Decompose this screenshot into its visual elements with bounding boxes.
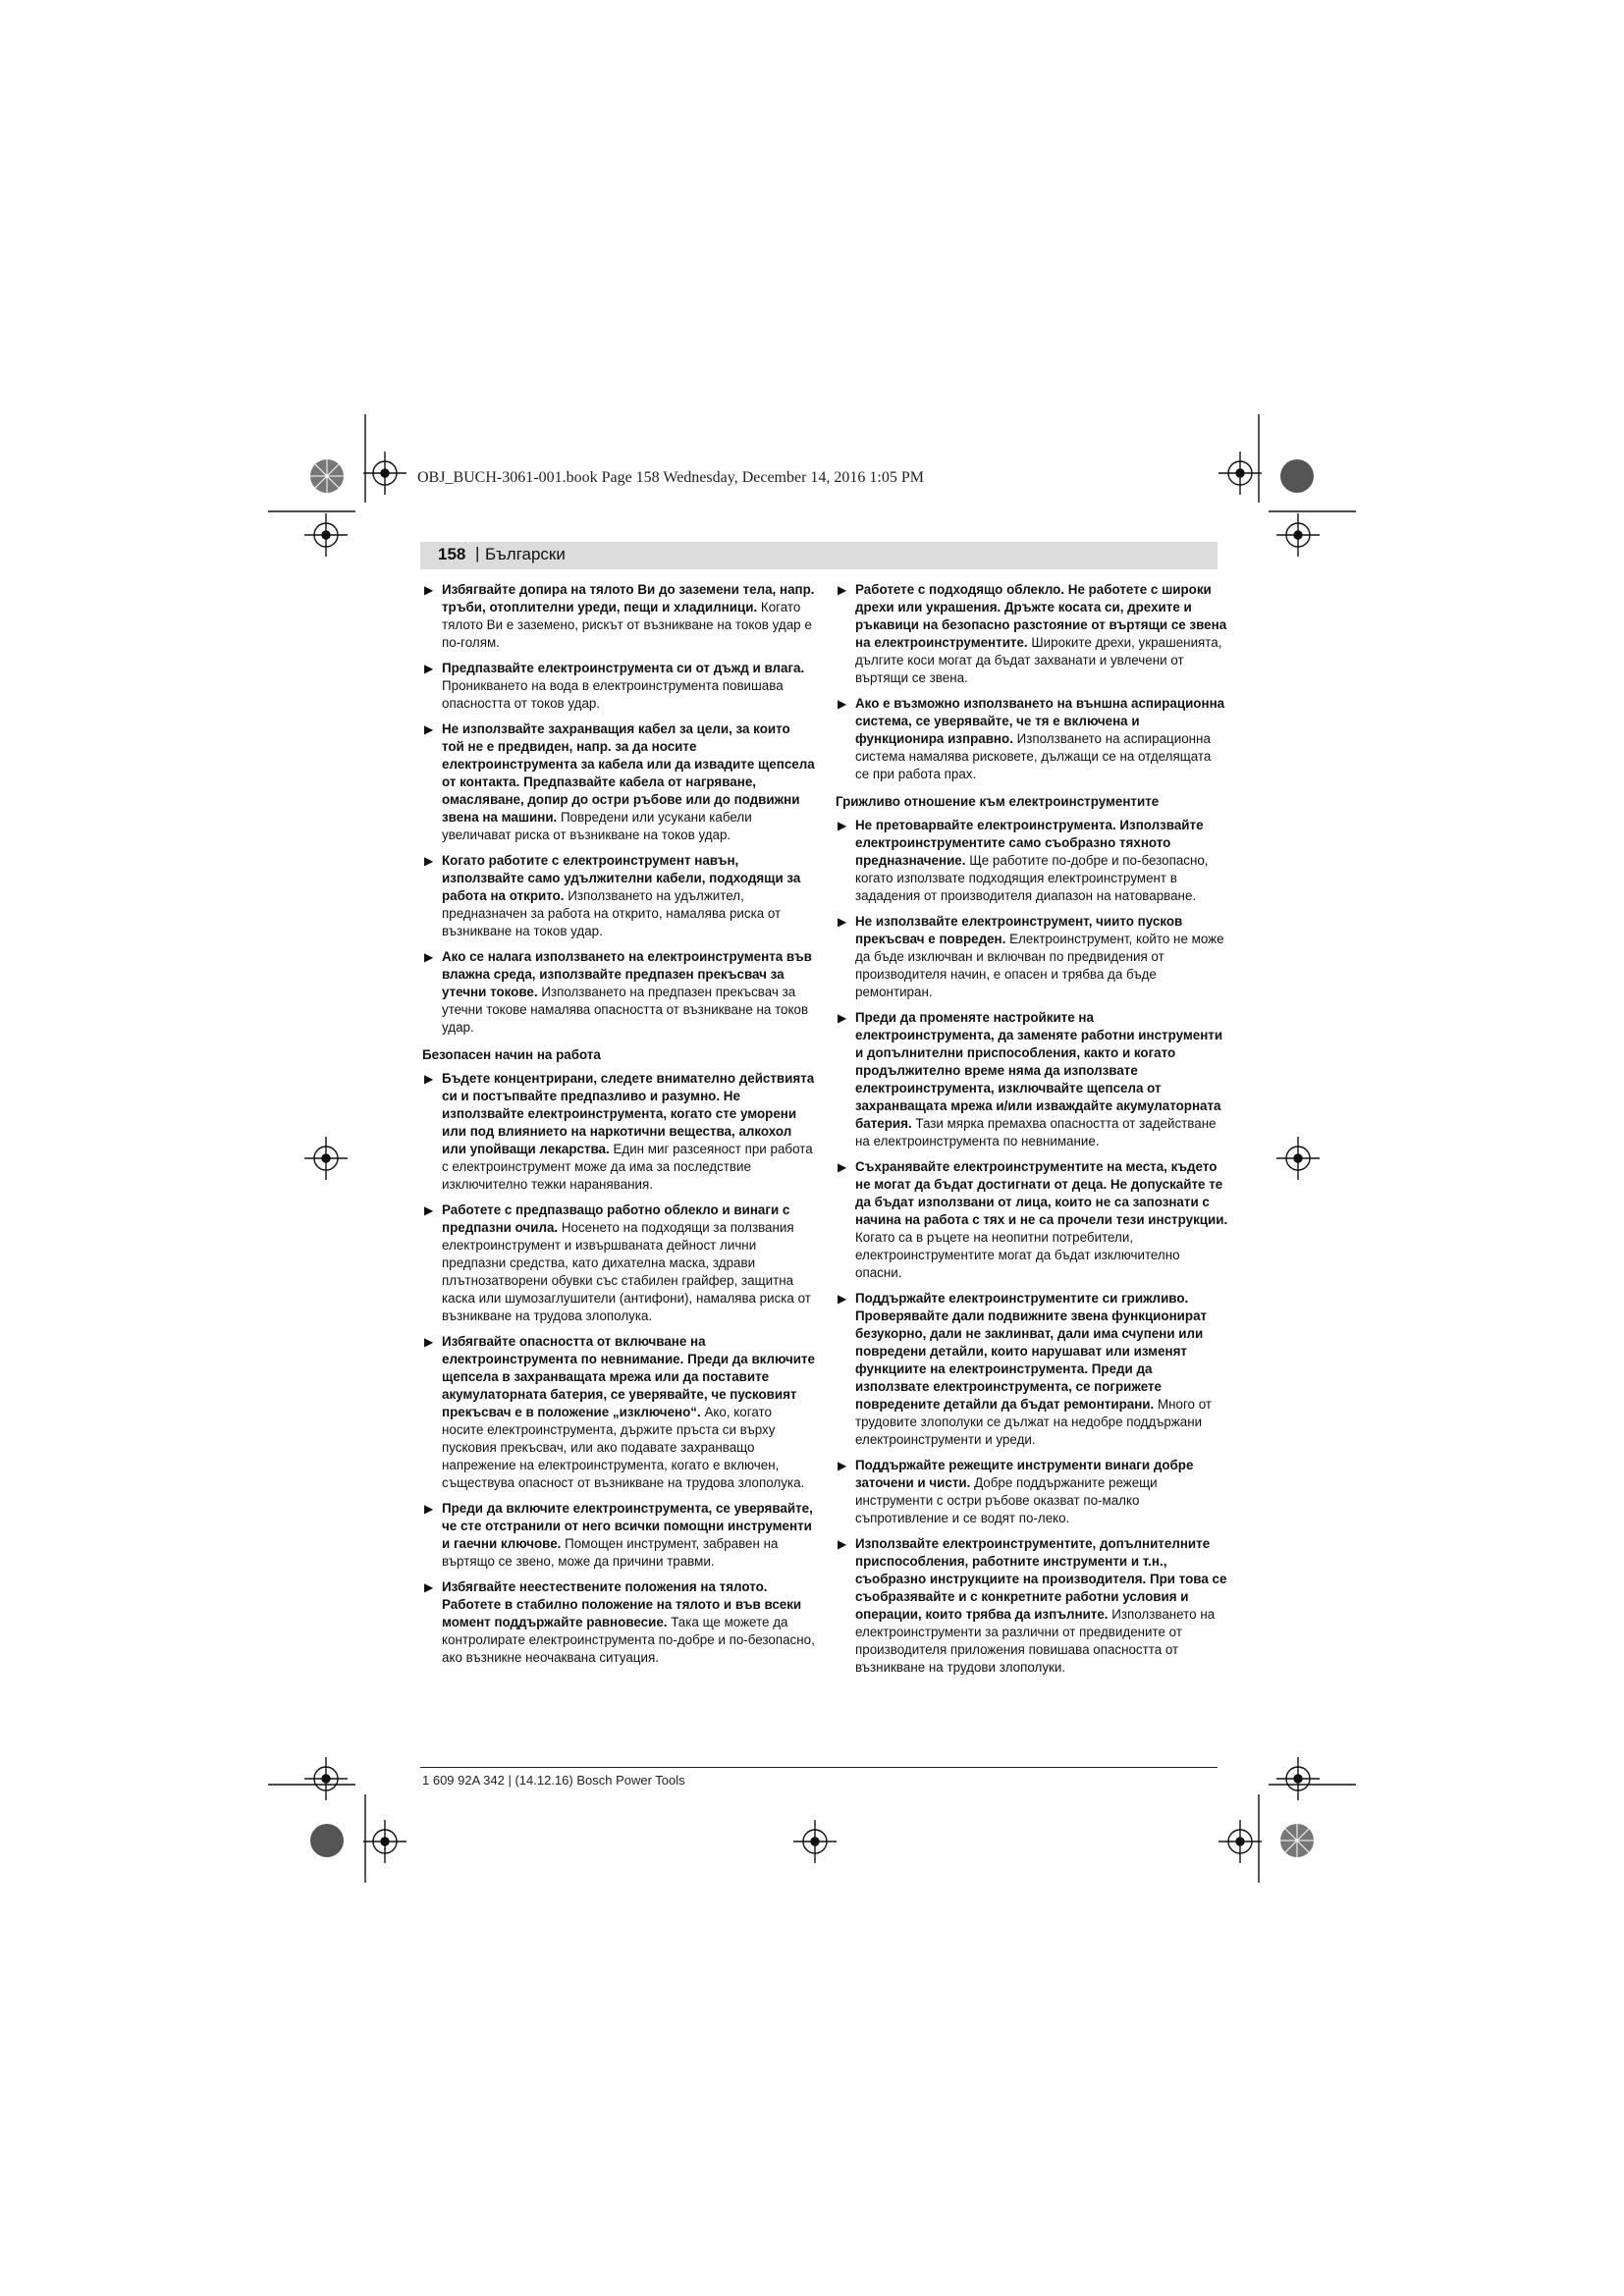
item-explanation: Използването на предпазен прекъсвач за утечни токове намалява опасността от възникване на токов удар. <box>442 985 809 1035</box>
item-instruction: Преди да променяте настройките на електроинструмента, да заменяте работни инструменти и допълнителни приспособления, както и когато продължително време няма да използвате електроинструмента, изключвайте щепсела от захранващата мрежа и/или изваждайте акумулаторната батерия. <box>855 1010 1223 1131</box>
bullet-triangle-icon: ▶ <box>424 662 434 675</box>
item-instruction: Не претоварвайте електроинструмента. Използвайте електроинструментите само съобразно тяхното предназначение. <box>855 818 1204 868</box>
section-heading: Безопасен начин на работа <box>422 1047 601 1062</box>
item-explanation: Проникването на вода в електроинструмента повишава опасността от токов удар. <box>442 678 784 711</box>
page-header <box>420 542 1218 569</box>
bullet-triangle-icon: ▶ <box>838 697 847 711</box>
item-explanation: Носенето на подходящи за ползвания електроинструмент и извършваната дейност лични предпазни средства, като дихателна маска, здрави плътнозатворени обувки със стабилен грайфер, защитна каска или шумозаглушители (антифони), намалява риска от възникване на трудова злополука. <box>442 1220 811 1323</box>
safety-item <box>836 581 1228 687</box>
safety-item <box>422 581 815 652</box>
safety-item <box>422 1500 815 1571</box>
bullet-triangle-icon: ▶ <box>424 722 434 736</box>
safety-item <box>836 695 1228 783</box>
item-instruction: Работете с подходящо облекло. Не работете с широки дрехи или украшения. Дръжте косата си, дрехите и ръкавици на безопасно разстояние от въртящи се звена на електроинструментите. <box>855 582 1227 650</box>
item-explanation: Един миг разсеяност при работа с електроинструмент може да има за последствие изключително тежки наранявания. <box>442 1142 813 1192</box>
bullet-triangle-icon: ▶ <box>424 1335 434 1349</box>
item-explanation: Много от трудовите злополуки се дължат на недобре поддържани електроинструменти и уреди. <box>855 1397 1213 1447</box>
bullet-triangle-icon: ▶ <box>424 1502 434 1516</box>
footer-rule <box>420 1767 1218 1768</box>
item-explanation: Широките дрехи, украшенията, дългите коси могат да бъдат захванати и увлечени от въртящи се звена. <box>855 635 1222 685</box>
bullet-triangle-icon: ▶ <box>838 1011 847 1025</box>
item-instruction: Преди да включите електроинструмента, се уверявайте, че сте отстранили от него всички помощни инструменти и гаечни ключове. <box>442 1501 813 1551</box>
safety-item <box>836 1457 1228 1527</box>
item-instruction: Предпазвайте електроинструмента си от дъжд и влага. <box>442 661 805 675</box>
bullet-triangle-icon: ▶ <box>424 1580 434 1594</box>
bullet-triangle-icon: ▶ <box>838 1160 847 1174</box>
safety-item <box>422 1578 815 1667</box>
item-instruction: Бъдете концентрирани, следете внимателно действията си и постъпвайте предпазливо и разумно. Не използвайте електроинструмента, когато сте уморени или под влиянието на наркотични вещества, алкохол или упойващи лекарства. <box>442 1071 815 1156</box>
safety-item <box>836 1290 1228 1449</box>
print-slug: OBJ_BUCH-3061-001.book Page 158 Wednesday, December 14, 2016 1:05 PM <box>417 469 924 486</box>
bullet-triangle-icon: ▶ <box>838 583 847 597</box>
item-instruction: Използвайте електроинструментите, допълнителните приспособления, работните инструменти и т.н., съобразно инструкциите на производителя. При това се съобразявайте и с конкретните работни условия и операции, които трябва да изпълните. <box>855 1536 1227 1622</box>
item-instruction: Съхранявайте електроинструментите на места, където не могат да бъдат достигнати от деца. Не допускайте те да бъдат използвани от лица, които не са запознати с начина на работа с тях и не са прочели тези инструкции. <box>855 1159 1228 1227</box>
item-explanation: Повредени или усукани кабели увеличават риска от възникване на токов удар. <box>442 810 752 842</box>
item-instruction: Избягвайте неестествените положения на тялото. Работете в стабилно положение на тялото и във всеки момент поддържайте равновесие. <box>442 1579 802 1629</box>
safety-item <box>836 1535 1228 1677</box>
safety-item <box>836 1158 1228 1282</box>
item-instruction: Не използвайте електроинструмент, чиито пусков прекъсвач е повреден. <box>855 914 1183 946</box>
item-explanation: Ще работите по-добре и по-безопасно, когато използвате подходящия електроинструмент в зададения от производителя диапазон на натоварване. <box>855 853 1209 903</box>
item-instruction: Поддържайте електроинструментите си грижливо. Проверявайте дали подвижните звена функционират безукорно, дали не заклинват, дали има счупени или повредени детайли, които нарушават или изменят функциите на електроинструмента. Преди да използвате електроинструмента, се погрижете повредените детайли да бъдат ремонтирани. <box>855 1291 1208 1412</box>
item-explanation: Когато са в ръцете на неопитни потребители, електроинструментите могат да бъдат изключително опасни. <box>855 1230 1180 1280</box>
item-explanation: Електроинструмент, който не може да бъде изключван и включван по предвидения от производителя начин, е опасен и трябва да бъде ремонтиран. <box>855 932 1224 999</box>
bullet-triangle-icon: ▶ <box>424 1072 434 1086</box>
left-column <box>422 581 815 1675</box>
item-explanation: Помощен инструмент, забравен на въртящо се звено, може да причини травми. <box>442 1536 779 1569</box>
item-explanation: Тази мярка премахва опасността от задействане на електроинструмента по невнимание. <box>855 1116 1217 1148</box>
bullet-triangle-icon: ▶ <box>424 583 434 597</box>
item-explanation: Използването на аспирационна система намалява рисковете, дължащи се на отделящата се при работа прах. <box>855 731 1212 781</box>
item-explanation: Така ще можете да контролирате електроинструмента по-добре и по-безопасно, ако възникне неочаквана ситуация. <box>442 1615 815 1665</box>
item-explanation: Ако, когато носите електроинструмента, държите пръста си върху пусковия прекъсвач, или ако подавате захранващо напрежение на електроинструмента, когато е включен, съществува опасност от възникване на трудова злополука. <box>442 1405 805 1490</box>
bullet-triangle-icon: ▶ <box>838 1292 847 1306</box>
bullet-triangle-icon: ▶ <box>838 915 847 929</box>
item-instruction: Избягвайте опасността от включване на електроинструмента по невнимание. Преди да включите щепсела в захранващата мрежа или да поставите акумулаторната батерия, се уверявайте, че пусковият прекъсвач е в положение „изключено“. <box>442 1334 815 1419</box>
language-label: Български <box>485 545 566 563</box>
safety-item <box>422 660 815 713</box>
bullet-triangle-icon: ▶ <box>838 1459 847 1472</box>
safety-item <box>836 817 1228 905</box>
bullet-triangle-icon: ▶ <box>424 854 434 868</box>
item-instruction: Работете с предпазващо работно облекло и винаги с предпазни очила. <box>442 1202 790 1235</box>
item-instruction: Избягвайте допира на тялото Ви до заземени тела, напр. тръби, отоплителни уреди, пещи и хладилници. <box>442 582 815 614</box>
header-separator: | <box>475 544 480 562</box>
item-explanation: Използването на удължител, предназначен за работа на открито, намалява риска от възникване на токов удар. <box>442 888 782 938</box>
safety-item <box>836 1009 1228 1150</box>
right-column <box>836 581 1228 1684</box>
bullet-triangle-icon: ▶ <box>424 950 434 964</box>
safety-item <box>422 948 815 1037</box>
item-explanation: Добре поддържаните режещи инструменти с остри ръбове оказват по-малко съпротивление и се водят по-леко. <box>855 1475 1158 1525</box>
item-instruction: Ако е възможно използването на външна аспирационна система, се уверявайте, че тя е включена и функционира изправно. <box>855 696 1225 746</box>
bullet-triangle-icon: ▶ <box>424 1203 434 1217</box>
safety-item <box>836 913 1228 1001</box>
safety-item <box>422 721 815 844</box>
safety-item <box>422 1333 815 1492</box>
bullet-triangle-icon: ▶ <box>838 1537 847 1551</box>
bullet-triangle-icon: ▶ <box>838 819 847 832</box>
item-instruction: Не използвайте захранващия кабел за цели, за които той не е предвиден, напр. за да носите електроинструмента за кабела или да извадите щепсела от контакта. Предпазвайте кабела от нагряване, омасляване, допир до остри ръбове или до подвижни звена на машини. <box>442 721 815 825</box>
item-instruction: Когато работите с електроинструмент навън, използвайте само удължителни кабели, подходящи за работа на открито. <box>442 853 801 903</box>
safety-item <box>422 1201 815 1325</box>
item-instruction: Ако се налага използването на електроинструмента във влажна среда, използвайте предпазен прекъсвач за утечни токове. <box>442 949 812 999</box>
item-explanation: Използването на електроинструменти за различни от предвидените от производителя приложения повишава опасността от възникване на трудови злополуки. <box>855 1607 1216 1675</box>
safety-item <box>422 1070 815 1194</box>
section-heading: Грижливо отношение към електроинструментите <box>836 794 1160 809</box>
footer: 1 609 92A 342 | (14.12.16) Bosch Power Tools <box>422 1773 685 1788</box>
item-instruction: Поддържайте режещите инструменти винаги добре заточени и чисти. <box>855 1458 1194 1490</box>
item-explanation: Когато тялото Ви е заземено, рискът от възникване на токов удар е по-голям. <box>442 600 812 650</box>
page-number: 158 <box>438 545 466 563</box>
safety-item <box>422 852 815 940</box>
